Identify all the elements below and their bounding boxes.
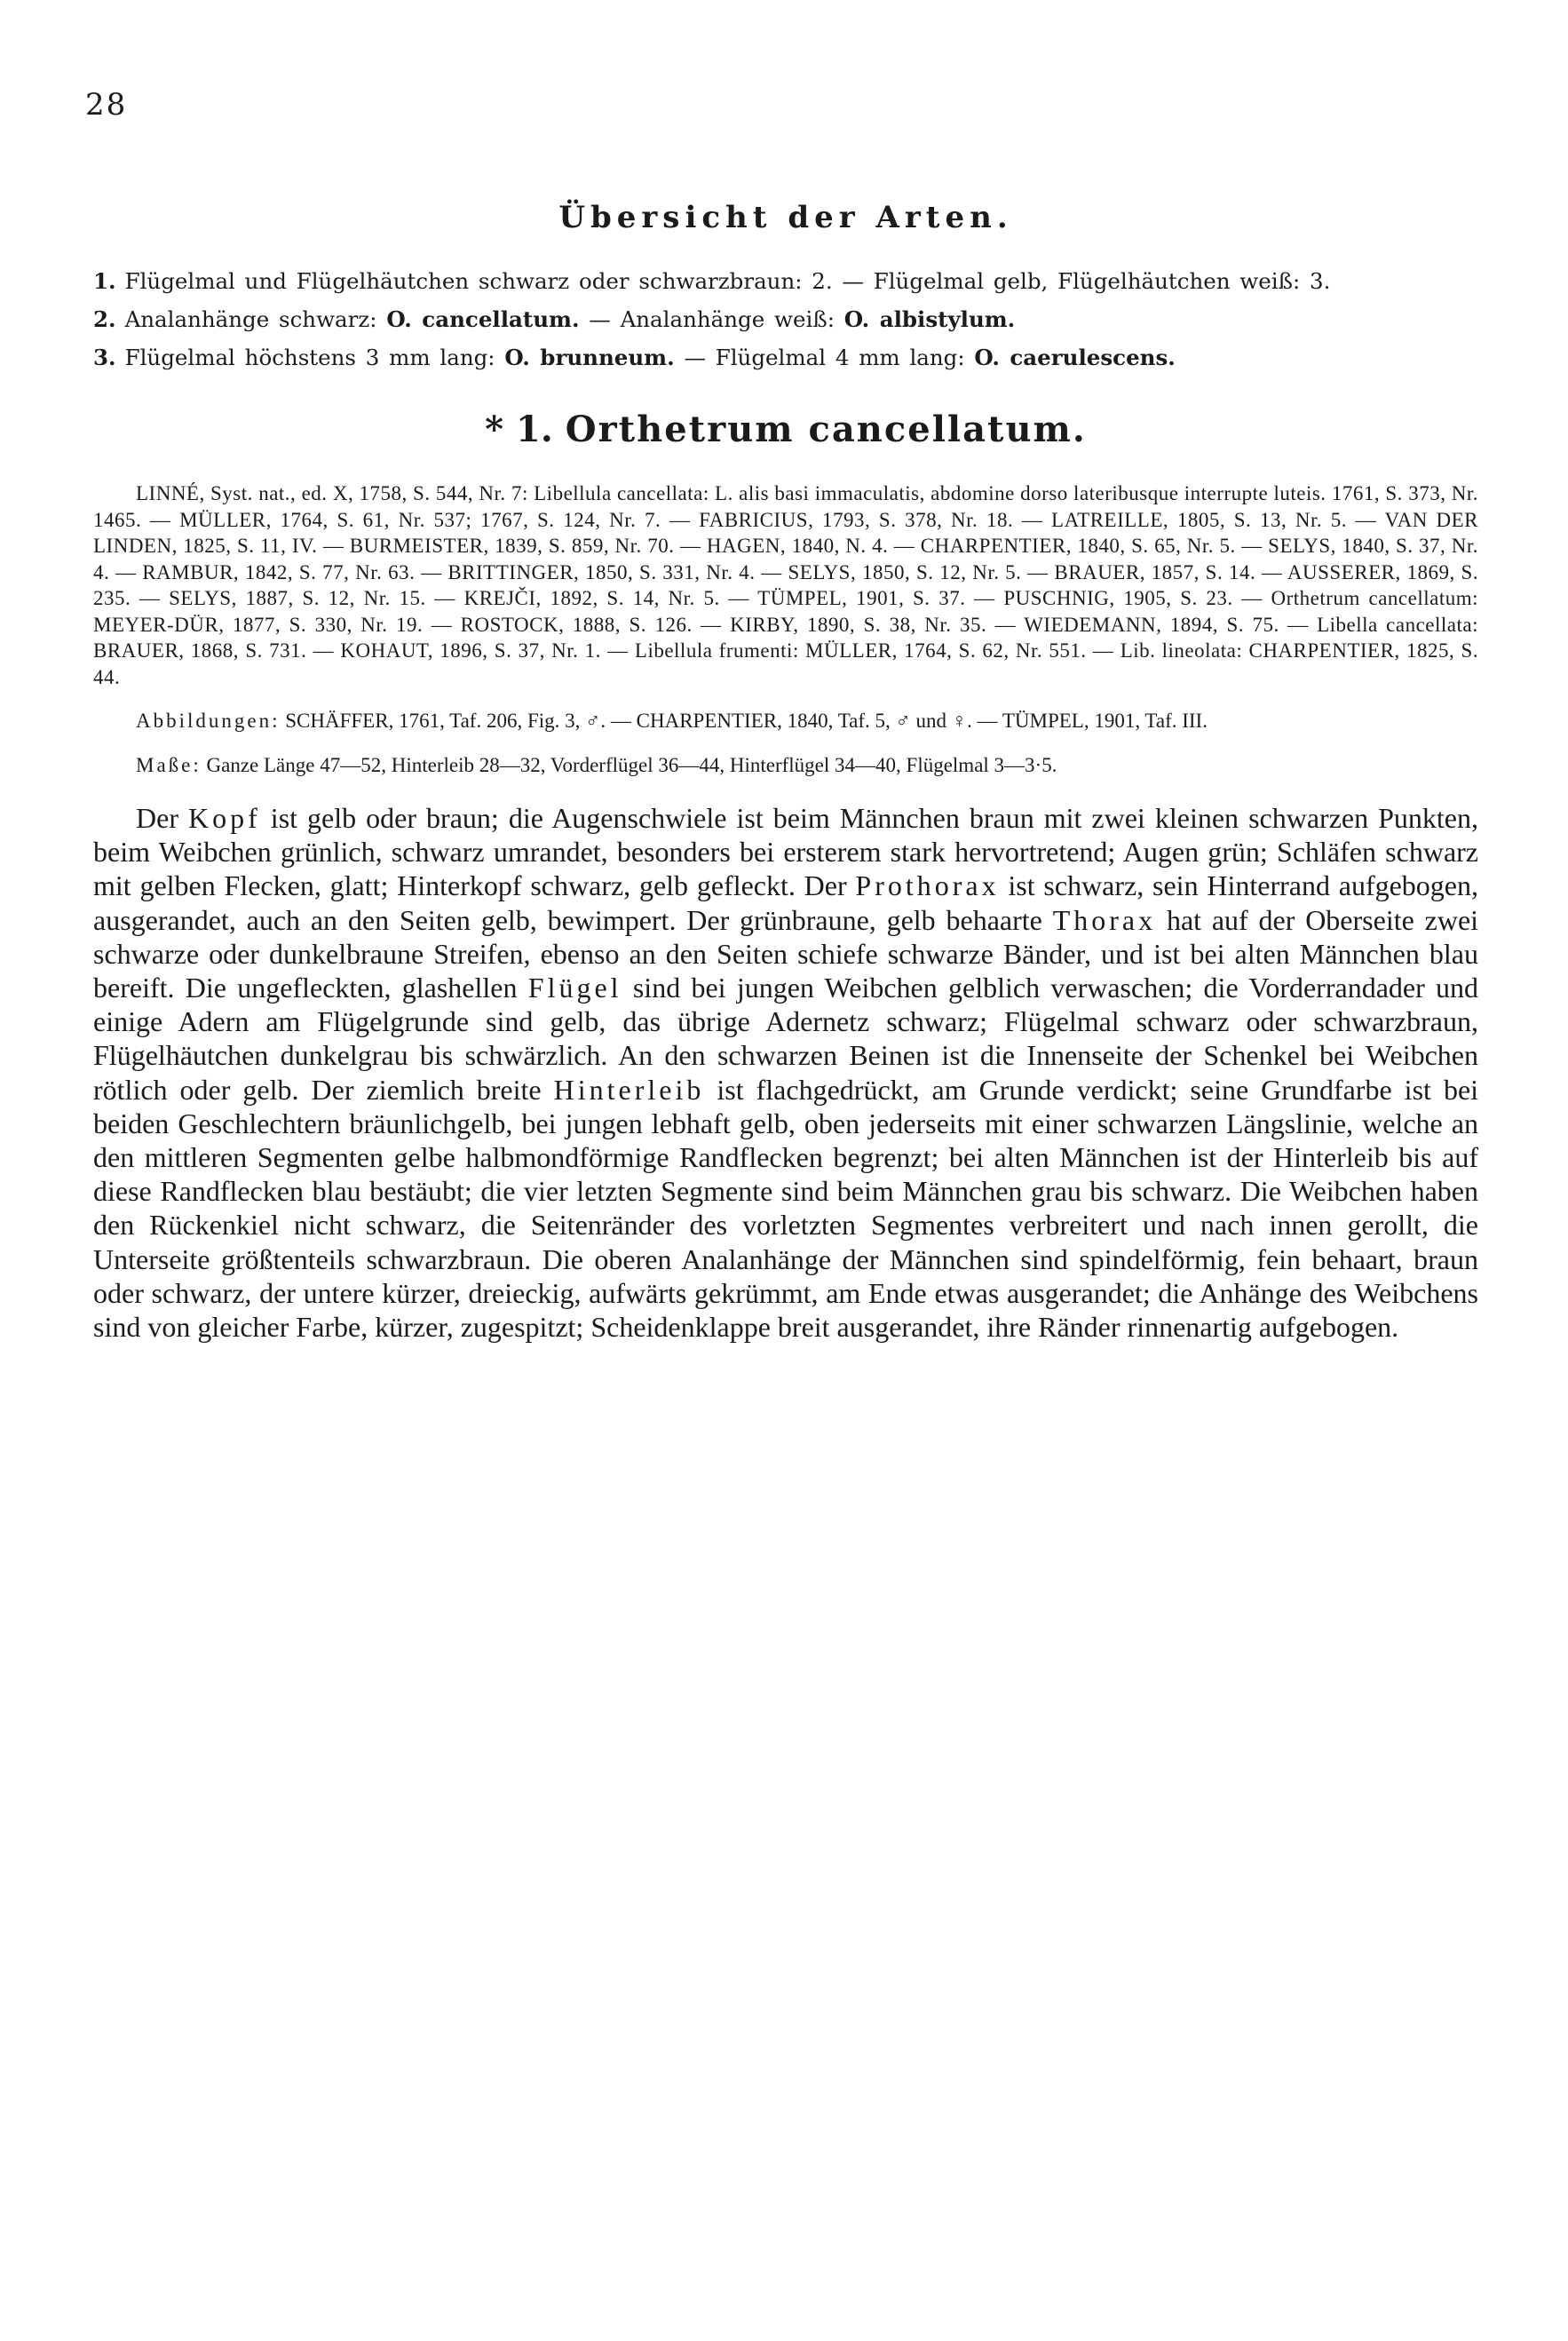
key-species-name: O. albistylum. — [843, 306, 1016, 332]
key-item-text: — Analanhänge weiß: — [589, 306, 835, 332]
measurements — [93, 752, 1478, 779]
key-item-number: 2. — [93, 306, 116, 332]
description-text: ist gelb oder braun; die Augenschwiele ist beim Männchen braun mit zwei kleinen schwarzen Punkten, beim Weibchen grünlich, schwarz umrandet, besonders bei ersterem stark hervortretend; Augen grün; Schläfen schwarz mit gelben Flecken, glatt; Hinterkopf schwarz, gelb gefleckt. Der — [93, 802, 1479, 902]
illustrations-text: SCHÄFFER, 1761, Taf. 206, Fig. 3, ♂. — CHARPENTIER, 1840, Taf. 5, ♂ und ♀. — TÜMPEL, 1901, Taf. III. — [285, 710, 1208, 732]
description-text: hat auf der Oberseite zwei schwarze oder dunkelbraune Streifen, ebenso an den Seiten schiefe schwarze Bänder, und ist bei alten Männchen blau bereift. Die ungefleckten, glashellen — [93, 903, 1479, 1004]
key-item-text: Analanhänge schwarz: — [124, 306, 377, 332]
species-name: Orthetrum cancellatum. — [565, 409, 1087, 450]
description-text: ist flachgedrückt, am Grunde verdickt; seine Grundfarbe ist bei beiden Geschlechtern bräunlichgelb, bei jungen lebhaft gelb, oben jederseits mit einer schwarzen Längslinie, welche an den mittleren Segmenten gelbe halbmondförmige Randflecken begrenzt; bei alten Männchen ist der Hinterleib bis auf diese Randflecken blau bestäubt; die vier letzten Segmente sind beim Männchen grau bis schwarz. Die Weibchen haben den Rückenkiel nicht schwarz, die Seitenränder des vorletzten Segmentes verbreitert und nach innen gerollt, die Unterseite größtenteils schwarzbraun. Die oberen Analanhänge der Männchen sind spindelförmig, fein behaart, braun oder schwarz, der untere kürzer, dreieckig, aufwärts gekrümmt, am Ende etwas ausgerandet; die Anhänge des Weibchens sind von gleicher Farbe, kürzer, zugespitzt; Scheidenklappe breit ausgerandet, ihre Ränder rinnenartig aufgebogen. — [93, 1073, 1479, 1344]
key-item-text: — Flügelmal 4 mm lang: — [684, 345, 965, 370]
key-species-name: O. cancellatum. — [386, 306, 580, 332]
species-heading — [93, 409, 1478, 450]
key-item-number: 1. — [93, 268, 116, 294]
term-fluegel: Flügel — [527, 972, 622, 1004]
measurements-label: Maße: — [136, 753, 202, 776]
key-item-1 — [93, 267, 1478, 295]
key-item-2 — [93, 306, 1478, 333]
key-species-name: O. caerulescens. — [974, 345, 1176, 370]
term-hinterleib: Hinterleib — [553, 1073, 705, 1106]
measurements-text: Ganze Länge 47—52, Hinterleib 28—32, Vorderflügel 36—44, Hinterflügel 34—40, Flügelmal 3—3·5. — [206, 753, 1057, 776]
page-number: 28 — [85, 87, 128, 123]
description-text: ist schwarz, sein Hinterrand aufgebogen, ausgerandet, auch an den Seiten gelb, bewimpert. Der grünbraune, gelb behaarte — [93, 869, 1478, 936]
synonymy: LINNÉ, Syst. nat., ed. X, 1758, S. 544, Nr. 7: Libellula cancellata: L. alis basi immaculatis, abdomine dorso lateribusque interrupte luteis. 1761, S. 373, Nr. 1465. — MÜLLER, 1764, S. 61, Nr. 537; 1767, S. 124, Nr. 7. — FABRICIUS, 1793, S. 378, Nr. 18. — LATREILLE, 1805, S. 13, Nr. 5. — VAN DER LINDEN, 1825, S. 11, IV. — BURMEISTER, 1839, S. 859, Nr. 70. — HAGEN, 1840, N. 4. — CHARPENTIER, 1840, S. 65, Nr. 5. — SELYS, 1840, S. 37, Nr. 4. — RAMBUR, 1842, S. 77, Nr. 63. — BRITTINGER, 1850, S. 331, Nr. 4. — SELYS, 1850, S. 12, Nr. 5. — BRAUER, 1857, S. 14. — AUSSERER, 1869, S. 235. — SELYS, 1887, S. 12, Nr. 15. — KREJČI, 1892, S. 14, Nr. 5. — TÜMPEL, 1901, S. 37. — PUSCHNIG, 1905, S. 23. — Orthetrum cancellatum: MEYER-DÜR, 1877, S. 330, Nr. 19. — ROSTOCK, 1888, S. 126. — KIRBY, 1890, S. 38, Nr. 35. — WIEDEMANN, 1894, S. 75. — Libella cancellata: BRAUER, 1868, S. 731. — KOHAUT, 1896, S. 37, Nr. 1. — Libellula frumenti: MÜLLER, 1764, S. 62, Nr. 551. — Lib. lineolata: CHARPENTIER, 1825, S. 44. — [93, 482, 1478, 688]
illustrations — [93, 708, 1478, 734]
term-prothorax: Prothorax — [855, 869, 1000, 902]
key-item-text: Flügelmal höchstens 3 mm lang: — [124, 345, 495, 370]
term-thorax: Thorax — [1052, 903, 1157, 936]
content — [93, 200, 1478, 1344]
illustrations-label: Abbildungen: — [136, 710, 281, 732]
description-text: sind bei jungen Weibchen gelblich verwaschen; die Vorderrandader und einige Adern am Flügelgrunde sind gelb, das übrige Adernetz schwarz; Flügelmal schwarz oder schwarzbraun, Flügelhäutchen dunkelgrau bis schwärzlich. An den schwarzen Beinen ist die Innenseite der Schenkel bei Weibchen rötlich oder gelb. Der ziemlich breite — [93, 972, 1479, 1106]
key-item-number: 3. — [93, 345, 116, 370]
key-title: Übersicht der Arten. — [558, 200, 1013, 235]
key-item-text: Flügelmal und Flügelhäutchen schwarz oder schwarzbraun: 2. — Flügelmal gelb, Flügelhäutchen weiß: 3. — [124, 268, 1331, 294]
key-item-3 — [93, 344, 1478, 371]
term-kopf: Kopf — [188, 802, 261, 834]
description — [93, 801, 1478, 1344]
description-text: Der — [136, 802, 178, 834]
species-marker: * 1. — [485, 409, 553, 450]
key-species-name: O. brunneum. — [504, 345, 675, 370]
